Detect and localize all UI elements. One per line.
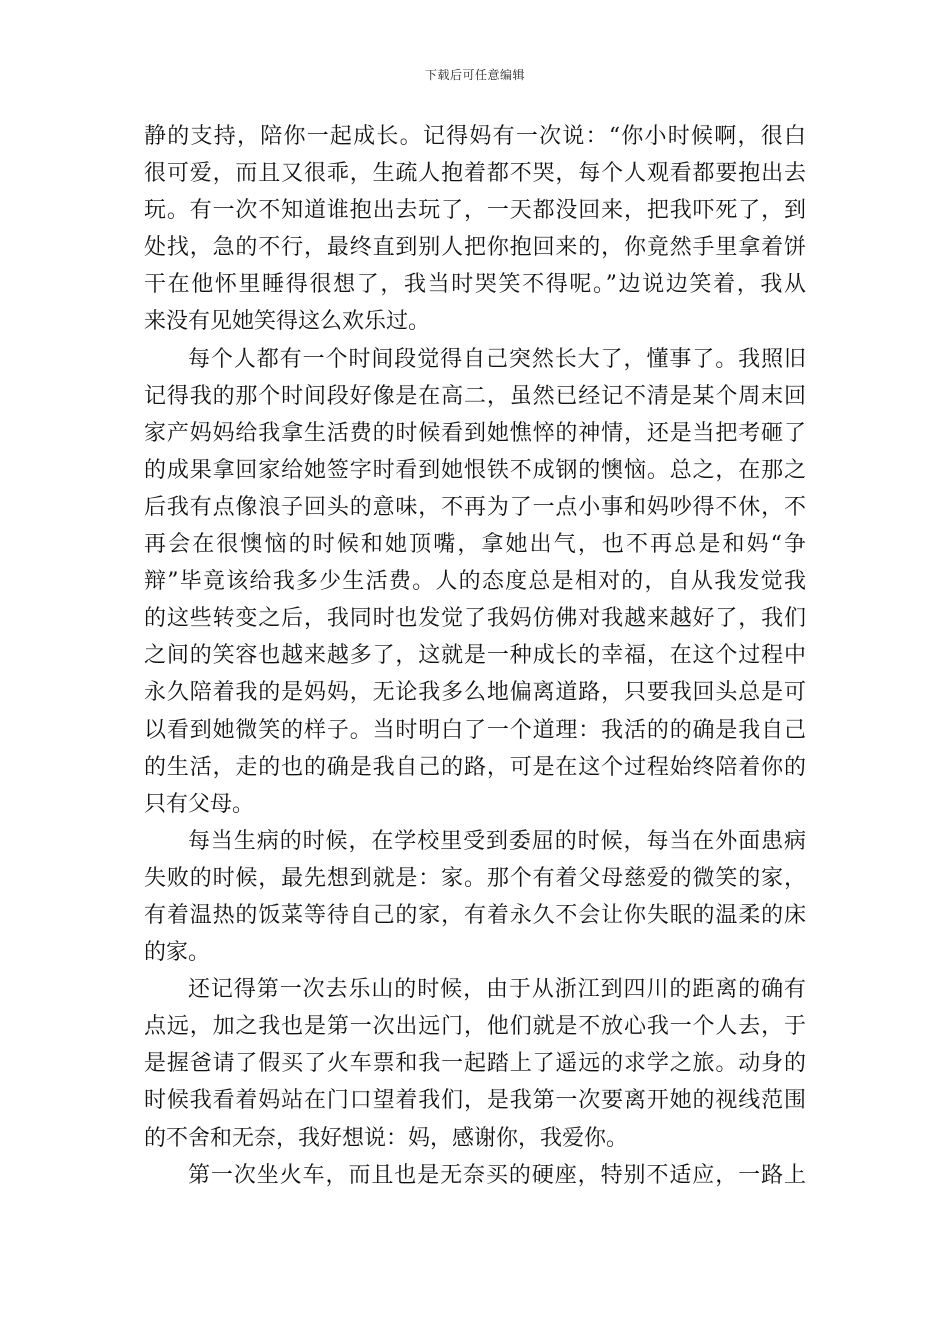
text-line: 记得我的那个时间段好像是在高二，虽然已经记不清是某个周末回 <box>144 383 806 409</box>
text-line: 后我有点像浪子回头的意味，不再为了一点小事和妈吵得不休，不 <box>144 494 806 520</box>
text-line: 每个人都有一个时间段觉得自己突然长大了，懂事了。我照旧 <box>188 346 806 372</box>
text-line: 时候我看着妈站在门口望着我们，是我第一次要离开她的视线范围 <box>144 1088 806 1114</box>
text-line: 的生活，走的也的确是我自己的路，可是在这个过程始终陪着你的 <box>144 754 806 780</box>
text-line: 来没有见她笑得这么欢乐过。 <box>144 309 431 335</box>
text-line: 是握爸请了假买了火车票和我一起踏上了遥远的求学之旅。动身的 <box>144 1051 806 1077</box>
text-line: 的不舍和无奈，我好想说：妈，感谢你，我爱你。 <box>144 1125 629 1151</box>
text-line: 还记得第一次去乐山的时候，由于从浙江到四川的距离的确有 <box>188 977 806 1003</box>
body-text <box>144 118 806 1194</box>
text-line: 很可爱，而且又很乖，生疏人抱着都不哭，每个人观看都要抱出去 <box>144 161 806 187</box>
text-line: 以看到她微笑的样子。当时明白了一个道理：我活的的确是我自己 <box>144 717 806 743</box>
text-line: 永久陪着我的是妈妈，无论我多么地偏离道路，只要我回头总是可 <box>144 680 806 706</box>
text-line: 第一次坐火车，而且也是无奈买的硬座，特别不适应，一路上 <box>188 1162 806 1188</box>
text-line: 静的支持，陪你一起成长。记得妈有一次说：“你小时候啊，很白 <box>144 124 806 149</box>
text-line: 家产妈妈给我拿生活费的时候看到她憔悴的神情，还是当把考砸了 <box>144 420 806 446</box>
text-line: 之间的笑容也越来越多了，这就是一种成长的幸福，在这个过程中 <box>144 643 806 669</box>
text-line: 的这些转变之后，我同时也发觉了我妈仿佛对我越来越好了，我们 <box>144 606 806 632</box>
text-line: 有着温热的饭菜等待自己的家，有着永久不会让你失眠的温柔的床 <box>144 902 806 928</box>
text-line: 点远，加之我也是第一次出远门，他们就是不放心我一个人去，于 <box>144 1014 806 1040</box>
text-line: 处找，急的不行，最终直到别人把你抱回来的，你竟然手里拿着饼 <box>144 235 806 261</box>
text-line: 只有父母。 <box>144 791 255 817</box>
text-line: 玩。有一次不知道谁抱出去玩了，一天都没回来，把我吓死了，到 <box>144 198 806 224</box>
text-line: 再会在很懊恼的时候和她顶嘴，拿她出气，也不再总是和妈“争 <box>144 532 806 558</box>
text-line: 干在他怀里睡得很想了，我当时哭笑不得呢。”边说边笑着，我从 <box>144 272 806 298</box>
text-line: 的成果拿回家给她签字时看到她恨铁不成钢的懊恼。总之，在那之 <box>144 457 806 483</box>
text-line: 每当生病的时候，在学校里受到委屈的时候，每当在外面患病 <box>188 828 806 854</box>
text-line: 失败的时候，最先想到就是：家。那个有着父母慈爱的微笑的家， <box>144 865 806 891</box>
text-line: 的家。 <box>144 940 211 966</box>
text-line: 辩”毕竟该给我多少生活费。人的态度总是相对的，自从我发觉我 <box>144 569 806 595</box>
page-header: 下载后可任意编辑 <box>424 68 525 82</box>
